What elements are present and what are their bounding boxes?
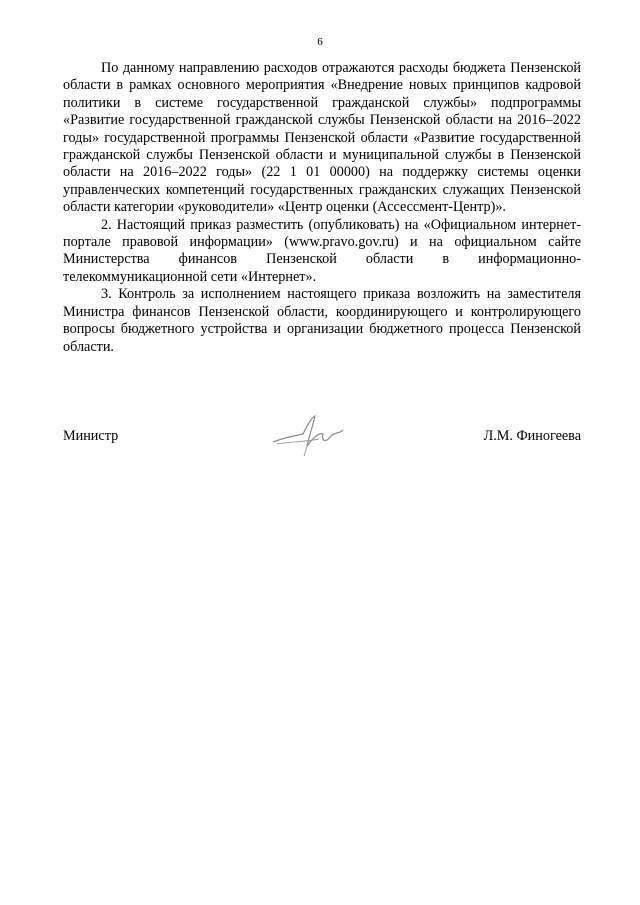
signatory-title: Министр — [63, 428, 119, 444]
paragraph-publication: 2. Настоящий приказ разместить (опубликовать) на «Официальном интернет-портале правовой информации» (www.pravo.gov.ru) и на официальном сайте Министерства финансов Пензенской области в информационно-телекоммуникационной сети «Интернет». — [63, 216, 581, 285]
signatory-name: Л.М. Финогеева — [483, 428, 581, 444]
signature-block — [63, 412, 581, 462]
paragraph-control: 3. Контроль за исполнением настоящего приказа возложить на заместителя Министра финансов Пензенской области, координирующего и контролирующего вопросы бюджетного устройства и организации бюджетного процесса Пензенской области. — [63, 286, 581, 355]
document-body — [63, 60, 581, 356]
handwritten-signature — [263, 412, 353, 458]
paragraph-expenses: По данному направлению расходов отражаются расходы бюджета Пензенской области в рамках основного мероприятия «Внедрение новых принципов кадровой политики в системе государственной гражданской службы» подпрограммы «Развитие государственной гражданской службы Пензенской области на 2016–2022 годы» государственной программы Пензенской области «Развитие государственной гражданской службы Пензенской области и муниципальной службы в Пензенской области на 2016–2022 годы» (22 1 01 00000) на поддержку системы оценки управленческих компетенций государственных гражданских служащих Пензенской области категории «руководители» «Центр оценки (Ассессмент-Центр)». — [63, 60, 581, 216]
page-number: 6 — [317, 36, 323, 48]
